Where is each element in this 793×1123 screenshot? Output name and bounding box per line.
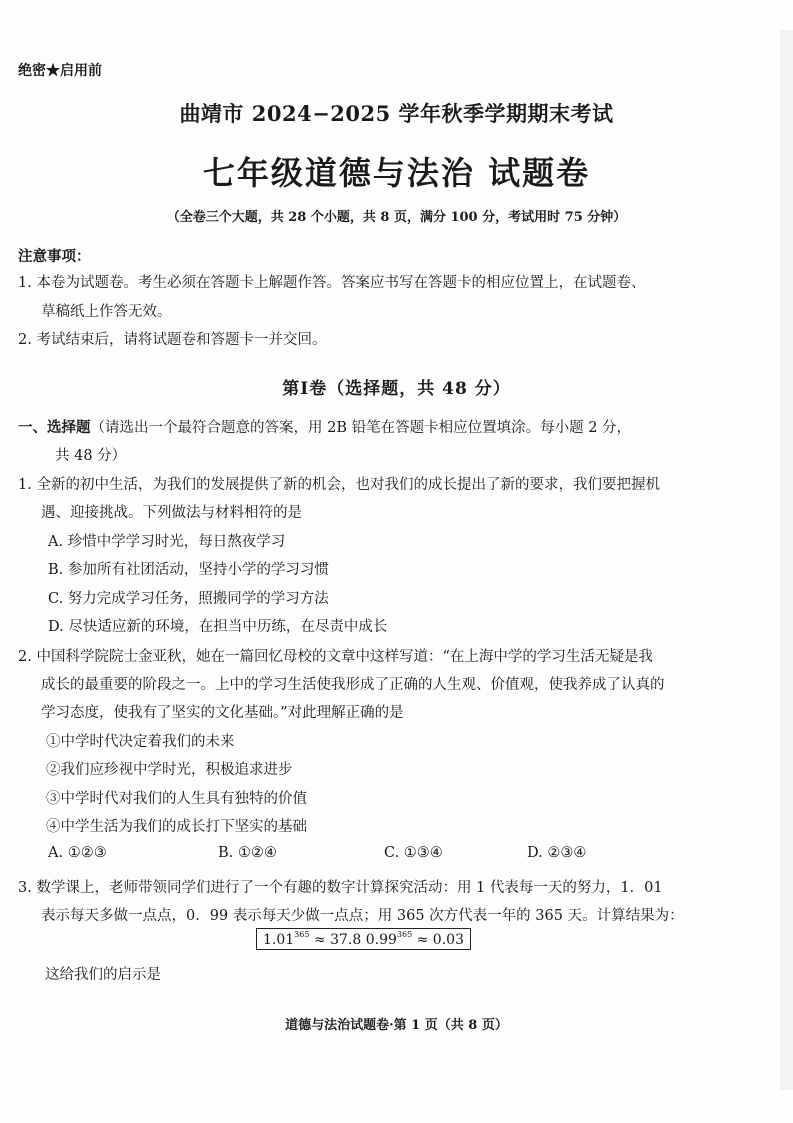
q3-stem: 3. 数学课上，老师带领同学们进行了一个有趣的数字计算探究活动：用 1 代表每一天的努力，1．01 <box>18 880 663 896</box>
notes-heading: 注意事项： <box>18 248 91 265</box>
q2-stem: 2. 中国科学院院士金亚秋，她在一篇回忆母校的文章中这样写道：“在上海中学的学习生活无疑是我 <box>18 649 653 665</box>
note-item-2: 2. 考试结束后，请将试题卷和答题卡一并交回。 <box>18 332 327 348</box>
q1-option-a: A. 珍惜中学学习时光，每日熬夜学习 <box>48 534 286 550</box>
part-label: 一、选择题 <box>18 419 91 436</box>
q2-choice-d: D. ②③④ <box>527 845 587 861</box>
q2-statement-2: ②我们应珍视中学时光，积极追求进步 <box>46 762 293 778</box>
q1-option-d: D. 尽快适应新的环境，在担当中历练，在尽责中成长 <box>48 619 388 635</box>
formula-a-result: ≈ 37.8 <box>309 932 366 948</box>
q1-stem: 1. 全新的初中生活，为我们的发展提供了新的机会，也对我们的成长提出了新的要求，我们要把握机 <box>18 477 660 493</box>
confidential-label: 绝密★启用前 <box>18 63 102 79</box>
part-instructions <box>18 416 631 437</box>
q3-prompt: 这给我们的启示是 <box>45 967 161 983</box>
q2-stem-cont-1: 成长的最重要的阶段之一。上中的学习生活使我形成了正确的人生观、价值观，使我养成了认真的 <box>41 677 665 693</box>
q2-stem-cont-2: 学习态度，使我有了坚实的文化基础。”对此理解正确的是 <box>41 705 404 721</box>
q2-statement-3: ③中学时代对我们的人生具有独特的价值 <box>46 791 307 807</box>
q1-stem-cont: 遇、迎接挑战。下列做法与材料相符的是 <box>41 505 302 521</box>
formula-a-base: 1.01 <box>263 932 295 948</box>
q2-statement-4: ④中学生活为我们的成长打下坚实的基础 <box>46 819 307 835</box>
part-instructions-cont: 共 48 分） <box>55 448 127 464</box>
page-footer: 道德与法治试题卷·第 1 页（共 8 页） <box>285 1018 508 1033</box>
section-title: 第Ⅰ卷（选择题，共 48 分） <box>282 379 511 399</box>
q1-option-b: B. 参加所有社团活动，坚持小学的学习习惯 <box>48 562 329 578</box>
q2-choice-b: B. ①②④ <box>218 845 277 861</box>
q2-statement-1: ①中学时代决定着我们的未来 <box>46 734 235 750</box>
formula-a-exponent: 365 <box>294 930 310 939</box>
q1-option-c: C. 努力完成学习任务，照搬同学的学习方法 <box>48 591 329 607</box>
formula-b-result: ≈ 0.03 <box>412 932 464 948</box>
note-item-1: 1. 本卷为试题卷。考生必须在答题卡上解题作答。答案应书写在答题卡的相应位置上，在试题卷、 <box>18 275 646 291</box>
q2-choice-a: A. ①②③ <box>48 845 107 861</box>
q2-choice-c: C. ①③④ <box>384 845 443 861</box>
part-text: （请选出一个最符合题意的答案，用 2B 铅笔在答题卡相应位置填涂。每小题 2 分， <box>90 420 632 436</box>
exam-title: 曲靖市 2024−2025 学年秋季学期期末考试 <box>179 101 614 126</box>
formula-b-exponent: 365 <box>396 930 413 939</box>
paper-title: 七年级道德与法治 试题卷 <box>202 154 591 192</box>
q3-formula-box <box>256 928 471 950</box>
exam-info: （全卷三个大题，共 28 个小题，共 8 页，满分 100 分，考试用时 75 分钟） <box>166 210 627 225</box>
formula-b-base: 0.99 <box>365 932 397 948</box>
note-item-1-cont: 草稿纸上作答无效。 <box>41 304 172 320</box>
q3-stem-cont: 表示每天多做一点点，0．99 表示每天少做一点点；用 365 次方代表一年的 365 天。计算结果为： <box>41 908 684 924</box>
